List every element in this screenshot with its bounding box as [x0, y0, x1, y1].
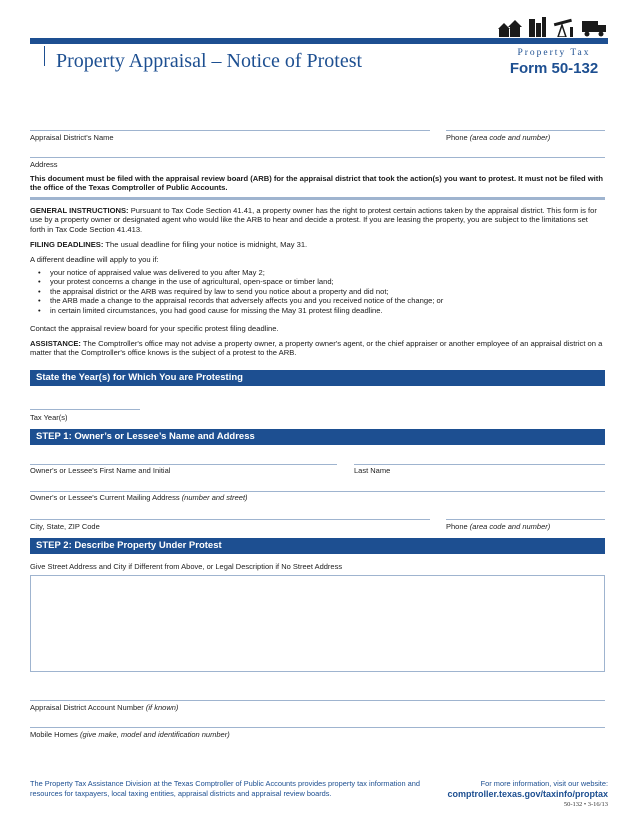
district-name-label: Appraisal District's Name: [30, 133, 114, 142]
district-phone-field[interactable]: [446, 130, 605, 131]
first-name-field[interactable]: [30, 464, 337, 465]
footer-website-link[interactable]: comptroller.texas.gov/taxinfo/proptax: [447, 789, 608, 799]
property-icons-logo: [496, 15, 608, 37]
city-state-zip-label: City, State, ZIP Code: [30, 522, 100, 531]
section-tax-years: State the Year(s) for Which You are Protesting: [30, 370, 605, 386]
mobile-home-field[interactable]: [30, 727, 605, 728]
filing-deadlines: FILING DEADLINES: The usual deadline for filing your notice is midnight, May 31.: [30, 240, 308, 249]
program-name: Property Tax: [517, 48, 591, 58]
revision-code: 50-132 • 3-16/13: [563, 801, 608, 808]
city-state-zip-field[interactable]: [30, 519, 430, 520]
oil-pump-icon: [554, 19, 573, 37]
last-name-field[interactable]: [354, 464, 605, 465]
header-band: [30, 38, 608, 44]
list-item: • your protest concerns a change in the use of agricultural, open-space or timber land;: [30, 277, 605, 286]
notice-divider: [30, 197, 605, 200]
first-name-label: Owner's or Lessee's First Name and Initial: [30, 466, 171, 475]
filing-notice: This document must be filed with the appraisal review board (ARB) for the appraisal district that took the action(s) you want to protest. It must not be filed with the office of the Texas Comptroller of Public Accounts.: [30, 174, 603, 193]
deadline-contact: Contact the appraisal review board for your specific protest filing deadline.: [30, 324, 279, 333]
title-divider: [44, 46, 45, 66]
district-phone-label: Phone (area code and number): [446, 133, 551, 142]
truck-icon: [582, 21, 606, 37]
address-field[interactable]: [30, 157, 605, 158]
property-description-label: Give Street Address and City if Different from Above, or Legal Description if No Street Address: [30, 562, 343, 571]
account-number-label: Appraisal District Account Number (if known): [30, 703, 179, 712]
last-name-label: Last Name: [354, 466, 391, 475]
page-title: Property Appraisal – Notice of Protest: [56, 50, 363, 72]
list-item: • in certain limited circumstances, you had good cause for missing the May 31 protest filing deadline.: [30, 306, 605, 315]
buildings-icon: [529, 17, 546, 37]
deadline-intro: A different deadline will apply to you if:: [30, 255, 159, 264]
account-number-field[interactable]: [30, 700, 605, 701]
deadline-list: [30, 268, 605, 315]
form-number: Form 50-132: [509, 60, 599, 77]
houses-icon: [498, 20, 522, 37]
owner-phone-field[interactable]: [446, 519, 605, 520]
district-name-field[interactable]: [30, 130, 430, 131]
tax-years-field[interactable]: [30, 409, 140, 410]
mobile-home-label: Mobile Homes (give make, model and identification number): [30, 730, 230, 739]
owner-phone-label: Phone (area code and number): [446, 522, 551, 531]
address-label: Address: [30, 160, 58, 169]
mailing-address-field[interactable]: [30, 491, 605, 492]
list-item: • the appraisal district or the ARB was required by law to send you notice about a property and did not;: [30, 287, 605, 296]
mailing-address-label: Owner's or Lessee's Current Mailing Address (number and street): [30, 493, 248, 502]
tax-years-label: Tax Year(s): [30, 413, 68, 422]
section-step2: STEP 2: Describe Property Under Protest: [30, 538, 605, 554]
assistance-note: ASSISTANCE: The Comptroller's office may not advise a property owner, a property owner's agent, or the chief appraiser or another employee of an appraisal district on a matter that the Comptroller's office knows is the subject of a protest to the ARB.: [30, 339, 603, 358]
footer-website-intro: For more information, visit our website:: [480, 779, 608, 788]
property-description-box[interactable]: [30, 575, 605, 672]
general-instructions: GENERAL INSTRUCTIONS: Pursuant to Tax Code Section 41.41, a property owner has the right to protest certain actions taken by the appraisal district. This form is for use by a property owner or designated agent who would like the ARB to hear and decide a protest. If you are leasing the property, you are subject to the limitations set forth in Tax Code Section 41.413.: [30, 206, 597, 234]
section-step1: STEP 1: Owner’s or Lessee’s Name and Address: [30, 429, 605, 445]
list-item: • your notice of appraised value was delivered to you after May 2;: [30, 268, 605, 277]
footer-description: The Property Tax Assistance Division at the Texas Comptroller of Public Accounts provides property tax information and resources for taxpayers, local taxing entities, appraisal districts and appraisal review boards.: [30, 779, 420, 798]
list-item: • the ARB made a change to the appraisal records that adversely affects you and you received notice of the change; or: [30, 296, 605, 305]
